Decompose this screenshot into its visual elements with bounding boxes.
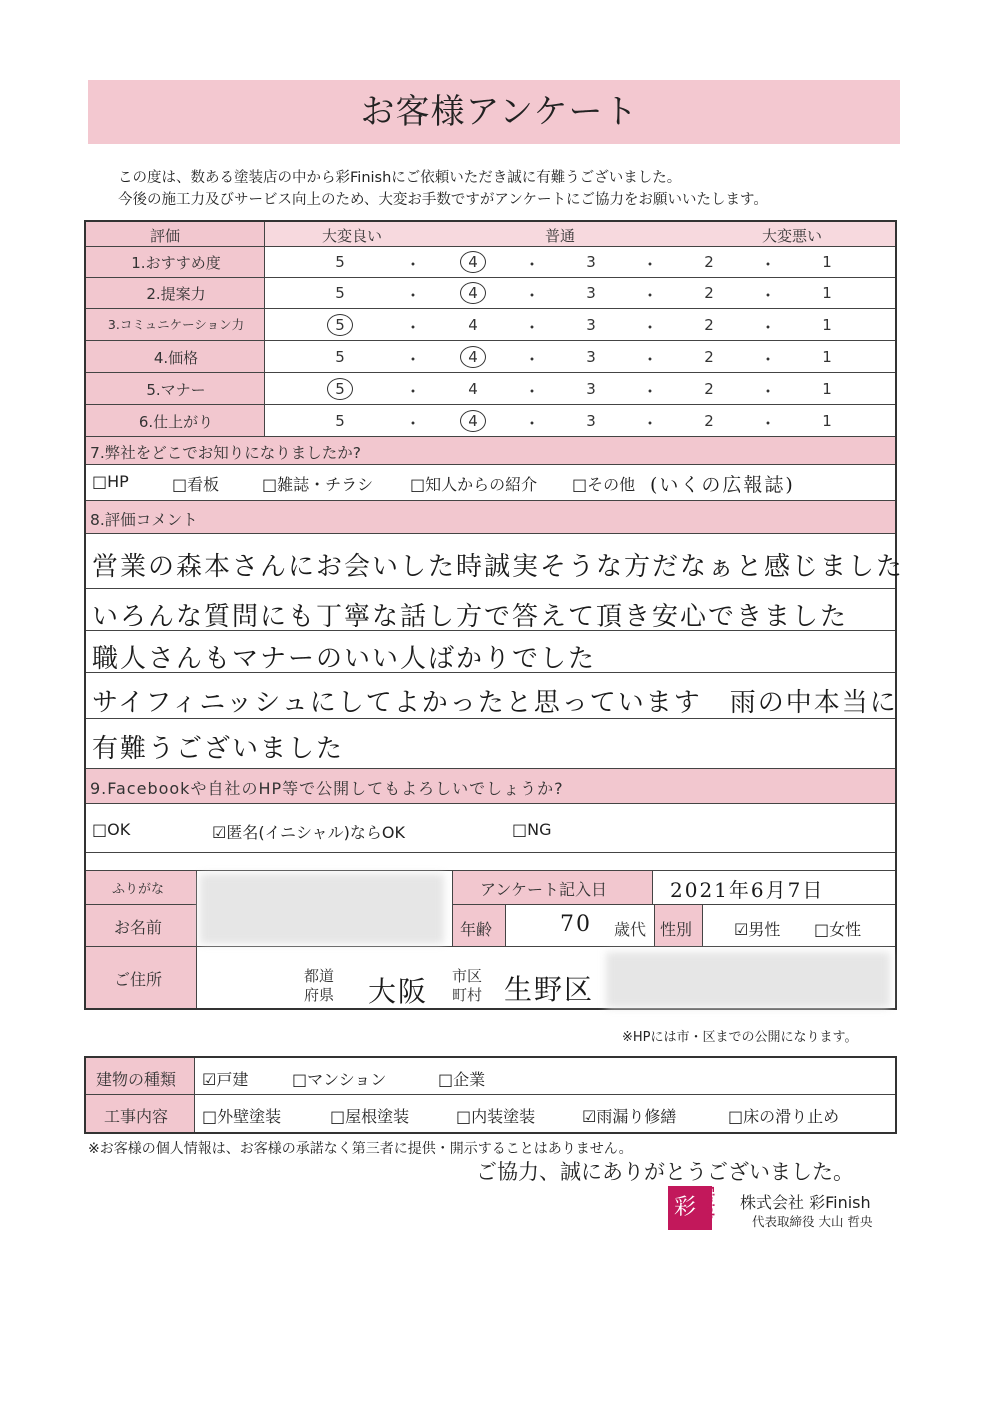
rating-option-1[interactable]: 1 xyxy=(822,284,832,302)
rule xyxy=(86,533,895,534)
redacted-address xyxy=(606,952,890,1008)
q9-option-ok[interactable]: □OK xyxy=(92,820,131,839)
rating-option-2[interactable]: 2 xyxy=(704,380,714,398)
pref-value: 大阪 xyxy=(368,975,429,1008)
rule xyxy=(86,1094,895,1095)
rule xyxy=(86,946,895,947)
rating-selected-circle xyxy=(460,282,486,304)
building-option-company[interactable]: □企業 xyxy=(438,1070,486,1089)
city-value: 生野区 xyxy=(504,973,595,1006)
rating-option-4[interactable]: 4 xyxy=(468,284,478,302)
rule xyxy=(86,372,895,373)
rating-separator: ・ xyxy=(524,286,541,305)
rating-option-3[interactable]: 3 xyxy=(586,253,596,271)
rating-option-1[interactable]: 1 xyxy=(822,316,832,334)
rule xyxy=(196,871,197,1008)
work-option-exterior[interactable]: □外壁塗装 xyxy=(202,1107,282,1126)
rating-option-2[interactable]: 2 xyxy=(704,412,714,430)
rule xyxy=(86,404,895,405)
rating-selected-circle xyxy=(327,378,353,400)
intro-line-1: この度は、数ある塗装店の中から彩Finishにご依頼いただき誠に有難うございました。 xyxy=(118,170,682,186)
date-label: アンケート記入日 xyxy=(480,880,608,899)
work-option-interior[interactable]: □内装塗装 xyxy=(456,1107,536,1126)
rating-option-3[interactable]: 3 xyxy=(586,380,596,398)
q7-option-other[interactable]: □その他 xyxy=(572,475,636,494)
rating-option-5[interactable]: 5 xyxy=(335,316,345,334)
rating-separator: ・ xyxy=(405,286,422,305)
rule xyxy=(652,871,653,904)
company-representative: 代表取締役 大山 哲央 xyxy=(752,1214,873,1229)
rule xyxy=(86,464,895,465)
rating-selected-circle xyxy=(327,314,353,336)
rating-separator: ・ xyxy=(524,350,541,369)
work-label: 工事内容 xyxy=(104,1107,169,1126)
rule xyxy=(505,905,506,946)
rating-option-5[interactable]: 5 xyxy=(335,284,345,302)
rule xyxy=(86,277,895,278)
rule xyxy=(86,340,895,341)
age-value: 70 xyxy=(560,912,592,937)
comment-line-4: サイフィニッシュにしてよかったと思っています 雨の中本当に xyxy=(92,688,898,718)
q9-option-initials[interactable]: ☑匿名(イニシャル)ならOK xyxy=(212,823,405,842)
rating-separator: ・ xyxy=(405,255,422,274)
rule xyxy=(86,803,895,804)
company-logo xyxy=(668,1186,715,1230)
q9-option-ng[interactable]: □NG xyxy=(512,820,552,839)
rating-option-2[interactable]: 2 xyxy=(704,348,714,366)
rule xyxy=(86,246,895,247)
q7-question: 7.弊社をどこでお知りになりましたか? xyxy=(90,444,362,462)
rating-separator: ・ xyxy=(524,382,541,401)
rating-option-3[interactable]: 3 xyxy=(586,348,596,366)
comment-line-2: いろんな質問にも丁寧な話し方で答えて頂き安心できました xyxy=(92,602,849,632)
address-label: ご住所 xyxy=(114,970,163,989)
intro-line-2: 今後の施工力及びサービス向上のため、大変お手数ですがアンケートにご協力をお願いいたします。 xyxy=(118,192,768,208)
rating-option-4[interactable]: 4 xyxy=(468,348,478,366)
work-option-leak-repair[interactable]: ☑雨漏り修繕 xyxy=(582,1107,677,1126)
rating-selected-circle xyxy=(460,410,486,432)
rating-separator: ・ xyxy=(524,414,541,433)
age-unit: 歳代 xyxy=(614,920,647,939)
rating-separator: ・ xyxy=(642,286,659,305)
comment-line-1: 営業の森本さんにお会いした時誠実そうな方だなぁと感じました xyxy=(92,552,905,582)
company-logo-char: 彩 xyxy=(673,1195,696,1220)
rating-row-label: 5.マナー xyxy=(146,381,206,399)
building-label: 建物の種類 xyxy=(96,1070,177,1089)
rating-option-4[interactable]: 4 xyxy=(468,380,478,398)
rating-separator: ・ xyxy=(524,318,541,337)
rating-option-3[interactable]: 3 xyxy=(586,316,596,334)
scale-label-normal: 普通 xyxy=(545,227,576,245)
hp-note: ※HPには市・区までの公開になります。 xyxy=(622,1030,858,1045)
gender-label: 性別 xyxy=(660,920,693,939)
rule xyxy=(86,308,895,309)
rating-selected-circle xyxy=(460,251,486,273)
rule xyxy=(194,1058,195,1132)
rating-selected-circle xyxy=(460,346,486,368)
gender-male-option[interactable]: ☑男性 xyxy=(734,920,781,939)
q7-option-signboard[interactable]: □看板 xyxy=(172,475,220,494)
rating-option-5[interactable]: 5 xyxy=(335,380,345,398)
rating-separator: ・ xyxy=(760,414,777,433)
rule xyxy=(654,905,655,946)
rating-separator: ・ xyxy=(405,318,422,337)
rating-option-1[interactable]: 1 xyxy=(822,253,832,271)
rating-row-label: 1.おすすめ度 xyxy=(131,254,221,272)
rating-separator: ・ xyxy=(642,255,659,274)
age-label: 年齢 xyxy=(460,920,493,939)
q7-option-referral[interactable]: □知人からの紹介 xyxy=(410,475,538,494)
rating-header-label: 評価 xyxy=(150,227,181,245)
q7-option-hp[interactable]: □HP xyxy=(92,472,129,491)
rating-option-2[interactable]: 2 xyxy=(704,284,714,302)
building-option-mansion[interactable]: □マンション xyxy=(292,1070,387,1089)
rating-separator: ・ xyxy=(760,286,777,305)
rating-option-4[interactable]: 4 xyxy=(468,316,478,334)
thanks-message: ご協力、誠にありがとうございました。 xyxy=(476,1160,854,1184)
name-label: お名前 xyxy=(114,918,163,937)
city-label-1: 市区 xyxy=(452,967,483,985)
rule xyxy=(86,588,895,589)
rating-option-4[interactable]: 4 xyxy=(468,412,478,430)
rule xyxy=(86,904,196,905)
rating-option-5[interactable]: 5 xyxy=(335,412,345,430)
rating-row-label: 3.コミュニケーション力 xyxy=(107,317,245,332)
rating-separator: ・ xyxy=(760,255,777,274)
rating-row-label: 2.提案力 xyxy=(146,285,206,303)
rating-row-label: 6.仕上がり xyxy=(138,413,214,431)
gender-female-option[interactable]: □女性 xyxy=(814,920,862,939)
rating-option-5[interactable]: 5 xyxy=(335,348,345,366)
rating-separator: ・ xyxy=(642,414,659,433)
rating-separator: ・ xyxy=(405,350,422,369)
date-value: 2021年6月7日 xyxy=(670,878,825,902)
company-name: 株式会社 彩Finish xyxy=(740,1193,871,1212)
comment-line-5: 有難うございました xyxy=(92,734,345,764)
rating-option-2[interactable]: 2 xyxy=(704,253,714,271)
rating-separator: ・ xyxy=(642,350,659,369)
rating-separator: ・ xyxy=(405,382,422,401)
rating-separator: ・ xyxy=(760,350,777,369)
q8-question: 8.評価コメント xyxy=(90,511,198,529)
redacted-name xyxy=(200,874,444,944)
company-logo-side: Finish xyxy=(704,1186,715,1220)
rating-option-4[interactable]: 4 xyxy=(468,253,478,271)
page-title: お客様アンケート xyxy=(360,92,639,132)
rating-option-1[interactable]: 1 xyxy=(822,348,832,366)
rating-separator: ・ xyxy=(642,318,659,337)
rating-option-5[interactable]: 5 xyxy=(335,253,345,271)
rating-option-1[interactable]: 1 xyxy=(822,380,832,398)
rating-option-1[interactable]: 1 xyxy=(822,412,832,430)
pref-label-1: 都道 xyxy=(304,967,335,985)
privacy-note: ※お客様の個人情報は、お客様の承諾なく第三者に提供・開示することはありません。 xyxy=(88,1141,633,1157)
rating-separator: ・ xyxy=(524,255,541,274)
scale-label-worst: 大変悪い xyxy=(762,227,823,245)
rule xyxy=(264,222,265,436)
rating-option-3[interactable]: 3 xyxy=(586,412,596,430)
q7-option-magazine[interactable]: □雑誌・チラシ xyxy=(262,475,374,494)
work-option-floor-antislip[interactable]: □床の滑り止め xyxy=(728,1107,840,1126)
q9-question: 9.Facebookや自社のHP等で公開してもよろしいでしょうか? xyxy=(90,779,564,798)
q8-band xyxy=(86,501,895,533)
comment-line-3: 職人さんもマナーのいい人ばかりでした xyxy=(92,644,597,674)
rating-separator: ・ xyxy=(405,414,422,433)
rating-option-2[interactable]: 2 xyxy=(704,316,714,334)
rating-separator: ・ xyxy=(760,382,777,401)
city-label-2: 町村 xyxy=(452,986,483,1004)
work-option-roof[interactable]: □屋根塗装 xyxy=(330,1107,410,1126)
rating-option-3[interactable]: 3 xyxy=(586,284,596,302)
building-option-house[interactable]: ☑戸建 xyxy=(202,1070,249,1089)
rule xyxy=(702,905,703,946)
furigana-label: ふりがな xyxy=(112,882,165,897)
rule xyxy=(86,852,895,853)
pref-label-2: 府県 xyxy=(304,986,335,1004)
scale-label-best: 大変良い xyxy=(322,227,383,245)
q7-other-handwritten: (いくの広報誌) xyxy=(650,474,795,496)
rating-separator: ・ xyxy=(760,318,777,337)
rating-separator: ・ xyxy=(642,382,659,401)
rating-row-label: 4.価格 xyxy=(153,349,199,367)
